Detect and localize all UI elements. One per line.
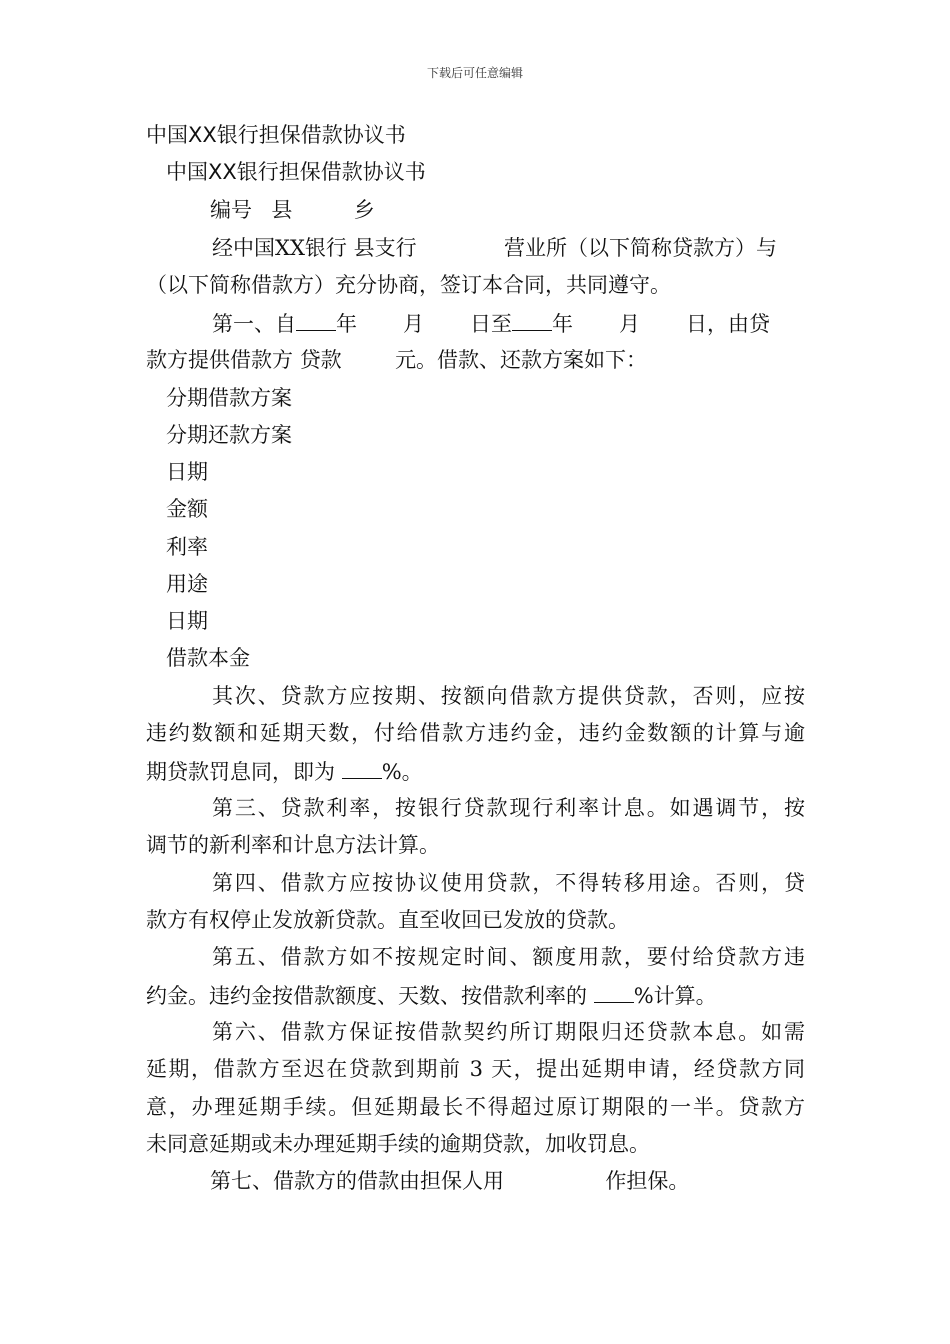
article-2-line-1: 其次、贷款方应按期、按额向借款方提供贷款，否则，应按 — [212, 684, 805, 708]
intro-line-2: （以下简称借款方）充分协商，签订本合同，共同遵守。 — [146, 273, 671, 297]
article-7-guarantor: 第七、借款方的借款由担保人用 — [210, 1169, 504, 1193]
blank-year-1 — [296, 308, 336, 331]
article-6-line-2: 延期，借款方至迟在贷款到期前 3 天，提出延期申请，经贷款方同 — [146, 1057, 805, 1081]
intro-office: 营业所（以下简称贷款方）与 — [503, 236, 777, 260]
article-1-plan: 元。借款、还款方案如下： — [395, 348, 648, 372]
article-2-line-2: 违约数额和延期天数，付给借款方违约金，违约金数额的计算与逾 — [146, 721, 805, 745]
header-note: 下载后可任意编辑 — [426, 66, 523, 80]
article-1-from: 第一、自 — [212, 312, 296, 336]
article-3-line-2: 调节的新利率和计息方法计算。 — [146, 833, 440, 857]
article-4-line-2: 款方有权停止发放新贷款。直至收回已发放的贷款。 — [146, 908, 629, 932]
article-7-guarantee: 作担保。 — [605, 1169, 690, 1193]
blank-interest-rate — [594, 980, 634, 1003]
article-2-line-3 — [146, 756, 423, 786]
intro-line-1 — [212, 233, 805, 263]
article-6-line-3: 意，办理延期手续。但延期最长不得超过原订期限的一半。贷款方 — [146, 1095, 805, 1119]
table-item: 分期借款方案 — [166, 386, 292, 410]
intro-bank: 经中国XX银行 — [212, 236, 347, 260]
county-label: 县 — [271, 198, 293, 222]
article-3-line-1: 第三、贷款利率，按银行贷款现行利率计息。如遇调节，按 — [212, 796, 805, 820]
table-item: 金额 — [166, 497, 208, 521]
article-1-month-2: 月 — [619, 312, 640, 336]
article-1-day-2: 日，由贷 — [686, 312, 770, 336]
table-item: 日期 — [166, 460, 208, 484]
article-5-line-2 — [146, 980, 717, 1010]
article-2-percent: %。 — [381, 760, 423, 784]
table-item: 用途 — [166, 572, 208, 596]
article-2-rate-label: 期贷款罚息同，即为 — [146, 760, 335, 784]
article-5-rate-label: 约金。违约金按借款额度、天数、按借款利率的 — [146, 984, 587, 1008]
article-1-year-2: 年 — [552, 312, 573, 336]
table-item: 借款本金 — [166, 646, 250, 670]
article-1-loan: 贷款 — [299, 348, 342, 372]
document-subtitle: 中国XX银行担保借款协议书 — [166, 160, 426, 184]
article-5-line-1: 第五、借款方如不按规定时间、额度用款，要付给贷款方违 — [212, 945, 805, 969]
table-item: 分期还款方案 — [166, 423, 292, 447]
article-1-line-1 — [212, 308, 805, 338]
article-6-line-1: 第六、借款方保证按借款契约所订期限归还贷款本息。如需 — [212, 1020, 805, 1044]
article-1-month-1: 月 — [403, 312, 424, 336]
document-title: 中国XX银行担保借款协议书 — [146, 123, 406, 147]
serial-number-line — [210, 195, 375, 225]
article-5-percent: %计算。 — [633, 984, 717, 1008]
article-1-line-2 — [146, 345, 647, 375]
article-1-year-1: 年 — [336, 312, 357, 336]
article-1-provide: 款方提供借款方 — [146, 348, 293, 372]
township-label: 乡 — [353, 198, 375, 222]
article-7-line-1 — [210, 1166, 689, 1196]
serial-label: 编号 — [210, 198, 252, 222]
blank-year-2 — [512, 308, 552, 331]
table-item: 日期 — [166, 609, 208, 633]
article-6-line-4: 未同意延期或未办理延期手续的逾期贷款，加收罚息。 — [146, 1132, 650, 1156]
blank-penalty-rate — [342, 756, 382, 779]
intro-branch: 县支行 — [353, 236, 417, 260]
article-4-line-1: 第四、借款方应按协议使用贷款，不得转移用途。否则，贷 — [212, 871, 805, 895]
table-item: 利率 — [166, 535, 208, 559]
article-1-day-1: 日至 — [470, 312, 512, 336]
